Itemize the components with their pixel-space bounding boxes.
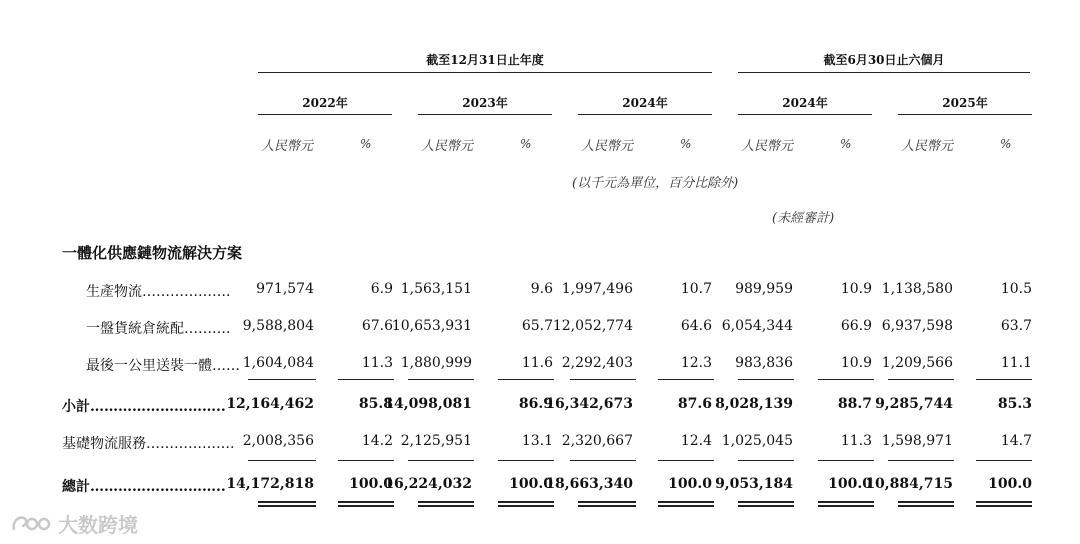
divider [818,501,874,503]
table-cell: 87.6 [677,396,712,412]
table-cell: 1,997,496 [561,281,633,297]
table-cell: 12,164,462 [226,396,314,412]
table-cell: 100.0 [668,476,712,492]
header-half-group: 截至6月30日止六個月 [823,53,945,67]
header-year-group: 截至12月31日止年度 [426,53,544,67]
year-header: 2025年 [942,96,988,110]
divider [498,505,554,507]
divider [888,379,954,380]
divider [248,460,316,461]
row-label-total: 總計……………………….. [62,479,226,495]
divider [258,505,316,507]
divider [498,379,554,380]
divider [818,379,874,380]
table-cell: 1,209,566 [881,355,953,371]
table-cell: 10.5 [1000,281,1032,297]
table-cell: 9,588,804 [242,318,314,334]
table-cell: 11.6 [521,355,553,371]
divider [888,460,954,461]
table-cell: 9.6 [530,281,553,297]
note-thousands: (以千元為單位，百分比除外) [572,176,739,191]
pct-label: % [1000,137,1012,151]
divider [738,501,794,503]
divider [338,460,394,461]
year-header: 2024年 [622,96,668,110]
unit-label: 人民幣元 [421,139,474,154]
divider [898,114,1032,115]
table-cell: 6.9 [370,281,393,297]
row-label: 基礎物流服務………………. [62,436,235,452]
unit-label: 人民幣元 [901,139,954,154]
pct-label: % [520,137,532,151]
divider [578,501,636,503]
divider [570,379,636,380]
row-label: 生產物流………………. [86,284,231,300]
table-cell: 2,125,951 [400,433,472,449]
table-cell: 12.3 [680,355,712,371]
table-cell: 16,342,673 [545,396,633,412]
divider [976,460,1032,461]
pct-label: % [840,137,852,151]
year-header: 2024年 [782,96,828,110]
unit-label: 人民幣元 [581,139,634,154]
table-cell: 12.4 [680,433,712,449]
divider [408,460,474,461]
table-cell: 971,574 [256,281,314,297]
divider [738,460,794,461]
table-cell: 14,172,818 [226,476,314,492]
note-unaudited: (未經審計) [772,211,835,226]
table-cell: 14.7 [1000,433,1032,449]
table-cell: 11.3 [361,355,393,371]
table-cell: 100.0 [509,476,553,492]
watermark-logo-icon [10,512,52,536]
table-cell: 989,959 [735,281,793,297]
table-cell: 18,663,340 [545,476,633,492]
row-label: 一盤貨統倉統配………. [86,321,231,337]
divider [578,114,712,115]
table-cell: 1,598,971 [881,433,953,449]
table-cell: 100.0 [349,476,393,492]
divider [570,460,636,461]
divider [338,505,394,507]
table-cell: 1,138,580 [881,281,953,297]
table-cell: 9,053,184 [715,476,793,492]
divider [338,379,394,380]
table-cell: 2,292,403 [561,355,633,371]
table-cell: 86.9 [518,396,553,412]
table-cell: 1,563,151 [400,281,472,297]
pct-label: % [680,137,692,151]
year-header: 2022年 [302,96,348,110]
table-cell: 66.9 [840,318,872,334]
table-cell: 983,836 [735,355,793,371]
watermark [10,509,138,538]
table-cell: 14.2 [361,433,393,449]
table-cell: 100.0 [828,476,872,492]
divider [818,460,874,461]
table-cell: 63.7 [1000,318,1032,334]
divider [338,501,394,503]
table-cell: 88.7 [837,396,872,412]
table-cell: 2,320,667 [561,433,633,449]
divider [258,72,712,73]
divider [898,505,954,507]
divider [738,72,1030,73]
table-cell: 10,884,715 [865,476,953,492]
table-cell: 11.1 [1000,355,1032,371]
table-cell: 85.3 [997,396,1032,412]
row-label: 最後一公里送裝一體…… [86,358,240,374]
table-cell: 1,025,045 [721,433,793,449]
table-cell: 14,098,081 [384,396,472,412]
divider [658,501,714,503]
divider [258,501,316,503]
row-label-subtotal: 小計……………………….. [62,399,226,415]
table-cell: 10.7 [680,281,712,297]
table-cell: 85.8 [358,396,393,412]
divider [418,114,552,115]
table-cell: 11.3 [840,433,872,449]
table-cell: 6,937,598 [881,318,953,334]
divider [498,501,554,503]
table-cell: 13.1 [521,433,553,449]
divider [738,505,794,507]
table-cell: 10.9 [840,281,872,297]
divider [738,114,872,115]
table-cell: 67.6 [361,318,393,334]
section-title: 一體化供應鏈物流解決方案 [62,244,243,262]
table-cell: 8,028,139 [715,396,793,412]
year-header: 2023年 [462,96,508,110]
table-cell: 10.9 [840,355,872,371]
table-cell: 12,052,774 [552,318,633,334]
table-cell: 10,653,931 [391,318,472,334]
divider [818,505,874,507]
divider [976,501,1032,503]
table-cell: 1,880,999 [400,355,472,371]
table-cell: 6,054,344 [721,318,793,334]
table-cell: 2,008,356 [242,433,314,449]
divider [498,460,554,461]
divider [408,379,474,380]
table-cell: 1,604,084 [242,355,314,371]
unit-label: 人民幣元 [261,139,314,154]
unit-label: 人民幣元 [741,139,794,154]
divider [976,379,1032,380]
divider [976,505,1032,507]
divider [898,501,954,503]
table-cell: 65.7 [521,318,553,334]
divider [418,505,474,507]
divider [658,505,714,507]
divider [258,114,392,115]
table-cell: 9,285,744 [875,396,953,412]
watermark-text: 大数跨境 [58,513,138,537]
table-cell: 64.6 [680,318,712,334]
divider [738,379,794,380]
divider [658,379,714,380]
pct-label: % [360,137,372,151]
divider [248,379,316,380]
divider [658,460,714,461]
table-cell: 16,224,032 [384,476,472,492]
divider [418,501,474,503]
table-cell: 100.0 [988,476,1032,492]
divider [578,505,636,507]
